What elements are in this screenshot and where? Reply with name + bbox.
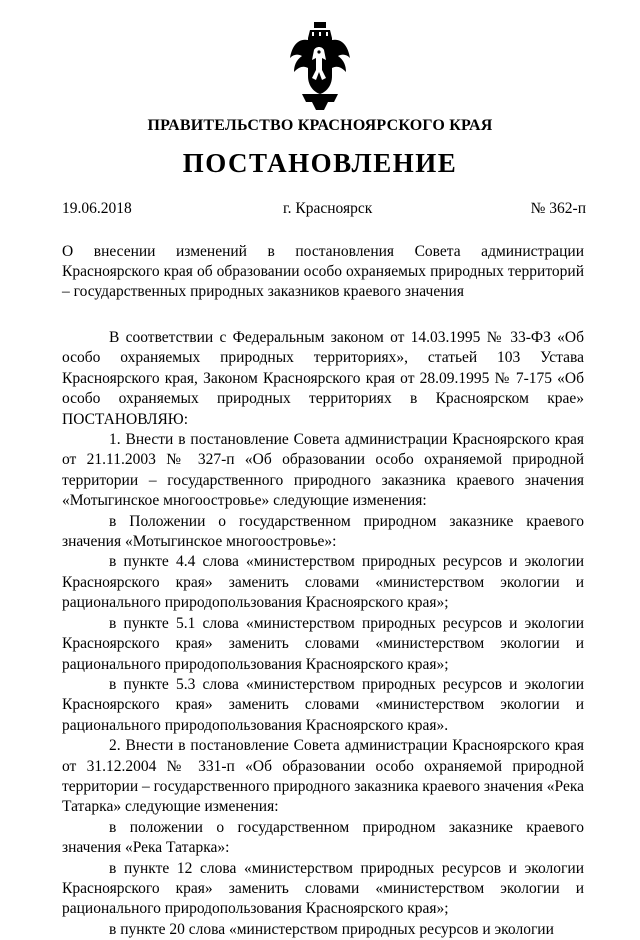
body-paragraph: 1. Внести в постановление Совета администрации Красноярского края от 21.11.2003 № 327-п «Об образовании особо охраняемой природной территории – государственного природного заказника краевого значения «Мотыгинское многоостровье» следующие изменения: [62,431,584,510]
body-paragraph: в пункте 5.1 слова «министерством природных ресурсов и экологии Красноярского края» заменить словами «министерством экологии и рационального природопользования Красноярского края»; [62,614,584,673]
body-paragraph: в пункте 5.3 слова «министерством природных ресурсов и экологии Красноярского края» заменить словами «министерством экологии и рационального природопользования Красноярского края». [62,675,584,734]
body-paragraph: 2. Внести в постановление Совета администрации Красноярского края от 31.12.2004 № 331-п «Об образовании особо охраняемой природной территории – государственного природного заказника краевого значения «Река Татарка» следующие изменения: [62,737,585,816]
body-paragraph: в положении о государственном природном заказнике краевого значения «Река Татарка»: [62,818,584,857]
document-date: 19.06.2018 [62,200,132,217]
document-number: № 362-п [530,200,586,217]
document-type-heading: ПОСТАНОВЛЕНИЕ [182,148,458,178]
document-city: г. Красноярск [283,200,373,217]
body-paragraph: в пункте 4.4 слова «министерством природных ресурсов и экологии Красноярского края» заменить словами «министерством экологии и рационального природопользования Красноярского края»; [62,553,584,612]
document-subject: О внесении изменений в постановления Совета администрации Красноярского края об образовании особо охраняемых природных территорий – государственных природных заказников краевого значения [62,243,584,300]
krasnoyarsk-coat-of-arms-icon [288,20,352,112]
body-paragraph: В соответствии с Федеральным законом от 14.03.1995 № 33-ФЗ «Об особо охраняемых природных территориях», статьей 103 Устава Красноярского края, Законом Красноярского края от 28.09.1995 № 7-175 «Об особо охраняемых природных территориях в Красноярском крае» ПОСТАНОВЛЯЮ: [62,329,584,428]
government-title: ПРАВИТЕЛЬСТВО КРАСНОЯРСКОГО КРАЯ [147,117,493,134]
body-paragraph: в пункте 12 слова «министерством природных ресурсов и экологии Красноярского края» заменить словами «министерством экологии и рационального природопользования Красноярского края»; [62,859,584,918]
document-body [62,328,584,940]
body-paragraph: в Положении о государственном природном заказнике краевого значения «Мотыгинское многоостровье»: [62,512,584,551]
body-paragraph: в пункте 20 слова «министерством природных ресурсов и экологии [109,920,554,938]
